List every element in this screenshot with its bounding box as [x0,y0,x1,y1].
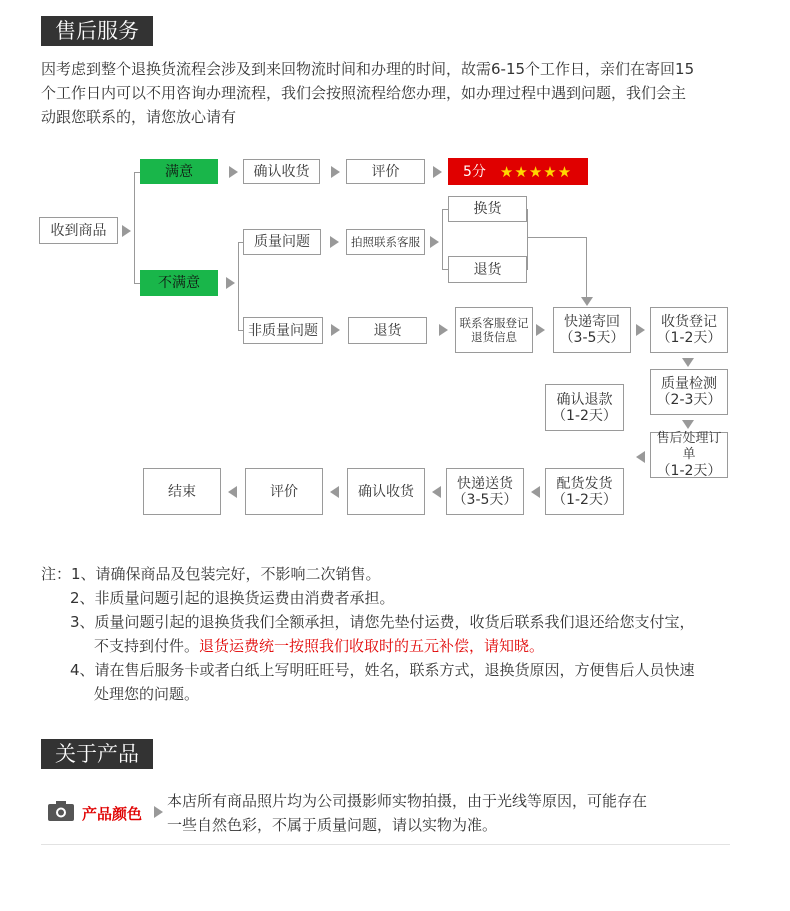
intro-line-3: 动跟您联系的，请您放心请有 [41,108,237,126]
step-quality-check [650,369,728,415]
about-title: 关于产品 [41,739,153,769]
step-review-2: 评价 [245,468,323,515]
note-3-highlight: 退货运费统一按照我们收取时的五元补偿，请知晓。 [199,637,545,655]
step-express-return-l1: 快递寄回 [564,314,620,330]
arrow-left-icon [432,486,441,498]
note-3b [94,634,544,658]
step-confirm-refund-l1: 确认退款 [556,391,613,408]
intro-line-2: 个工作日内可以不用咨询办理流程，我们会按照流程给您办理，如办理过程中遇到问题，我们会主 [41,84,687,102]
connector [586,237,587,297]
arrow-right-icon [439,324,448,336]
step-end: 结束 [143,468,221,515]
step-satisfied: 满意 [140,159,218,184]
step-express-return-l2: （3-5天） [559,330,625,346]
step-ship-l2: （1-2天） [552,491,617,508]
note-1: 注：1、请确保商品及包装完好，不影响二次销售。 [41,565,381,583]
step-receipt-register-l1: 收货登记 [661,314,717,330]
arrow-down-icon [682,420,694,429]
step-order-process [650,432,728,478]
step-ship [545,468,624,515]
step-return: 退货 [448,256,527,283]
step-contact-register-l2: 退货信息 [471,330,517,344]
arrow-right-icon [636,324,645,336]
step-quality-check-l2: （2-3天） [656,392,722,408]
step-confirm-refund-l2: （1-2天） [552,407,617,424]
step-photo-contact: 拍照联系客服 [346,229,425,255]
product-color-text-1: 本店所有商品照片均为公司摄影师实物拍摄，由于光线等原因，可能存在 [167,792,648,810]
arrow-right-icon [330,236,339,248]
arrow-left-icon [228,486,237,498]
star-rating-icon: ★★★★★ [499,162,573,181]
arrow-right-icon [536,324,545,336]
step-contact-register-l1: 联系客服登记 [459,316,529,330]
step-order-process-l1: 售后处理订单 [656,431,722,462]
rating-score: 5分 [463,163,486,180]
step-exchange: 换货 [448,196,527,222]
step-quality-issue: 质量问题 [243,229,321,255]
arrow-right-icon [433,166,442,178]
step-receipt-register-l2: （1-2天） [656,330,722,346]
connector [527,237,587,238]
step-express-return [553,307,631,353]
arrow-left-icon [531,486,540,498]
arrow-right-icon [154,806,163,818]
arrow-right-icon [430,236,439,248]
step-contact-register [455,307,533,353]
note-2: 2、非质量问题引起的退换货运费由消费者承担。 [70,589,395,607]
note-4a: 4、请在售后服务卡或者白纸上写明旺旺号，姓名，联系方式，退换货原因，方便售后人员快速 [70,661,695,679]
connector [134,172,135,284]
arrow-right-icon [122,225,131,237]
arrow-left-icon [330,486,339,498]
arrow-right-icon [331,166,340,178]
step-receipt-register [650,307,728,353]
step-unsatisfied: 不满意 [140,270,218,296]
arrow-right-icon [226,277,235,289]
step-return-2: 退货 [348,317,427,344]
step-receive: 收到商品 [39,217,118,244]
step-confirm-receipt: 确认收货 [243,159,320,184]
arrow-down-icon [581,297,593,306]
divider [41,844,730,845]
step-express-deliver-l2: （3-5天） [452,491,518,508]
aftersale-title: 售后服务 [41,16,153,46]
camera-icon [48,801,74,821]
connector [238,242,239,331]
note-3b-text: 不支持到付件。 [94,637,200,655]
connector [527,209,528,270]
rating-badge [448,158,588,185]
step-order-process-l2: （1-2天） [656,463,722,479]
step-quality-check-l1: 质量检测 [661,376,717,392]
product-color-text-2: 一些自然色彩，不属于质量问题，请以实物为准。 [167,816,498,834]
arrow-down-icon [682,358,694,367]
step-ship-l1: 配货发货 [556,475,613,492]
step-express-deliver-l1: 快递送货 [457,475,513,492]
arrow-right-icon [229,166,238,178]
intro-line-1: 因考虑到整个退换货流程会涉及到来回物流时间和办理的时间，故需6-15个工作日，亲们在寄回15 [41,60,695,78]
arrow-right-icon [331,324,340,336]
step-non-quality-issue: 非质量问题 [243,317,323,344]
step-confirm-refund [545,384,624,431]
step-express-deliver [446,468,524,515]
step-review: 评价 [346,159,425,184]
step-confirm-receipt-2: 确认收货 [347,468,425,515]
note-4b: 处理您的问题。 [94,685,200,703]
arrow-left-icon [636,451,645,463]
note-3a: 3、质量问题引起的退换货我们全额承担，请您先垫付运费，收货后联系我们退还给您支付宝， [70,613,695,631]
product-color-label: 产品颜色 [82,805,143,823]
connector [442,209,443,270]
